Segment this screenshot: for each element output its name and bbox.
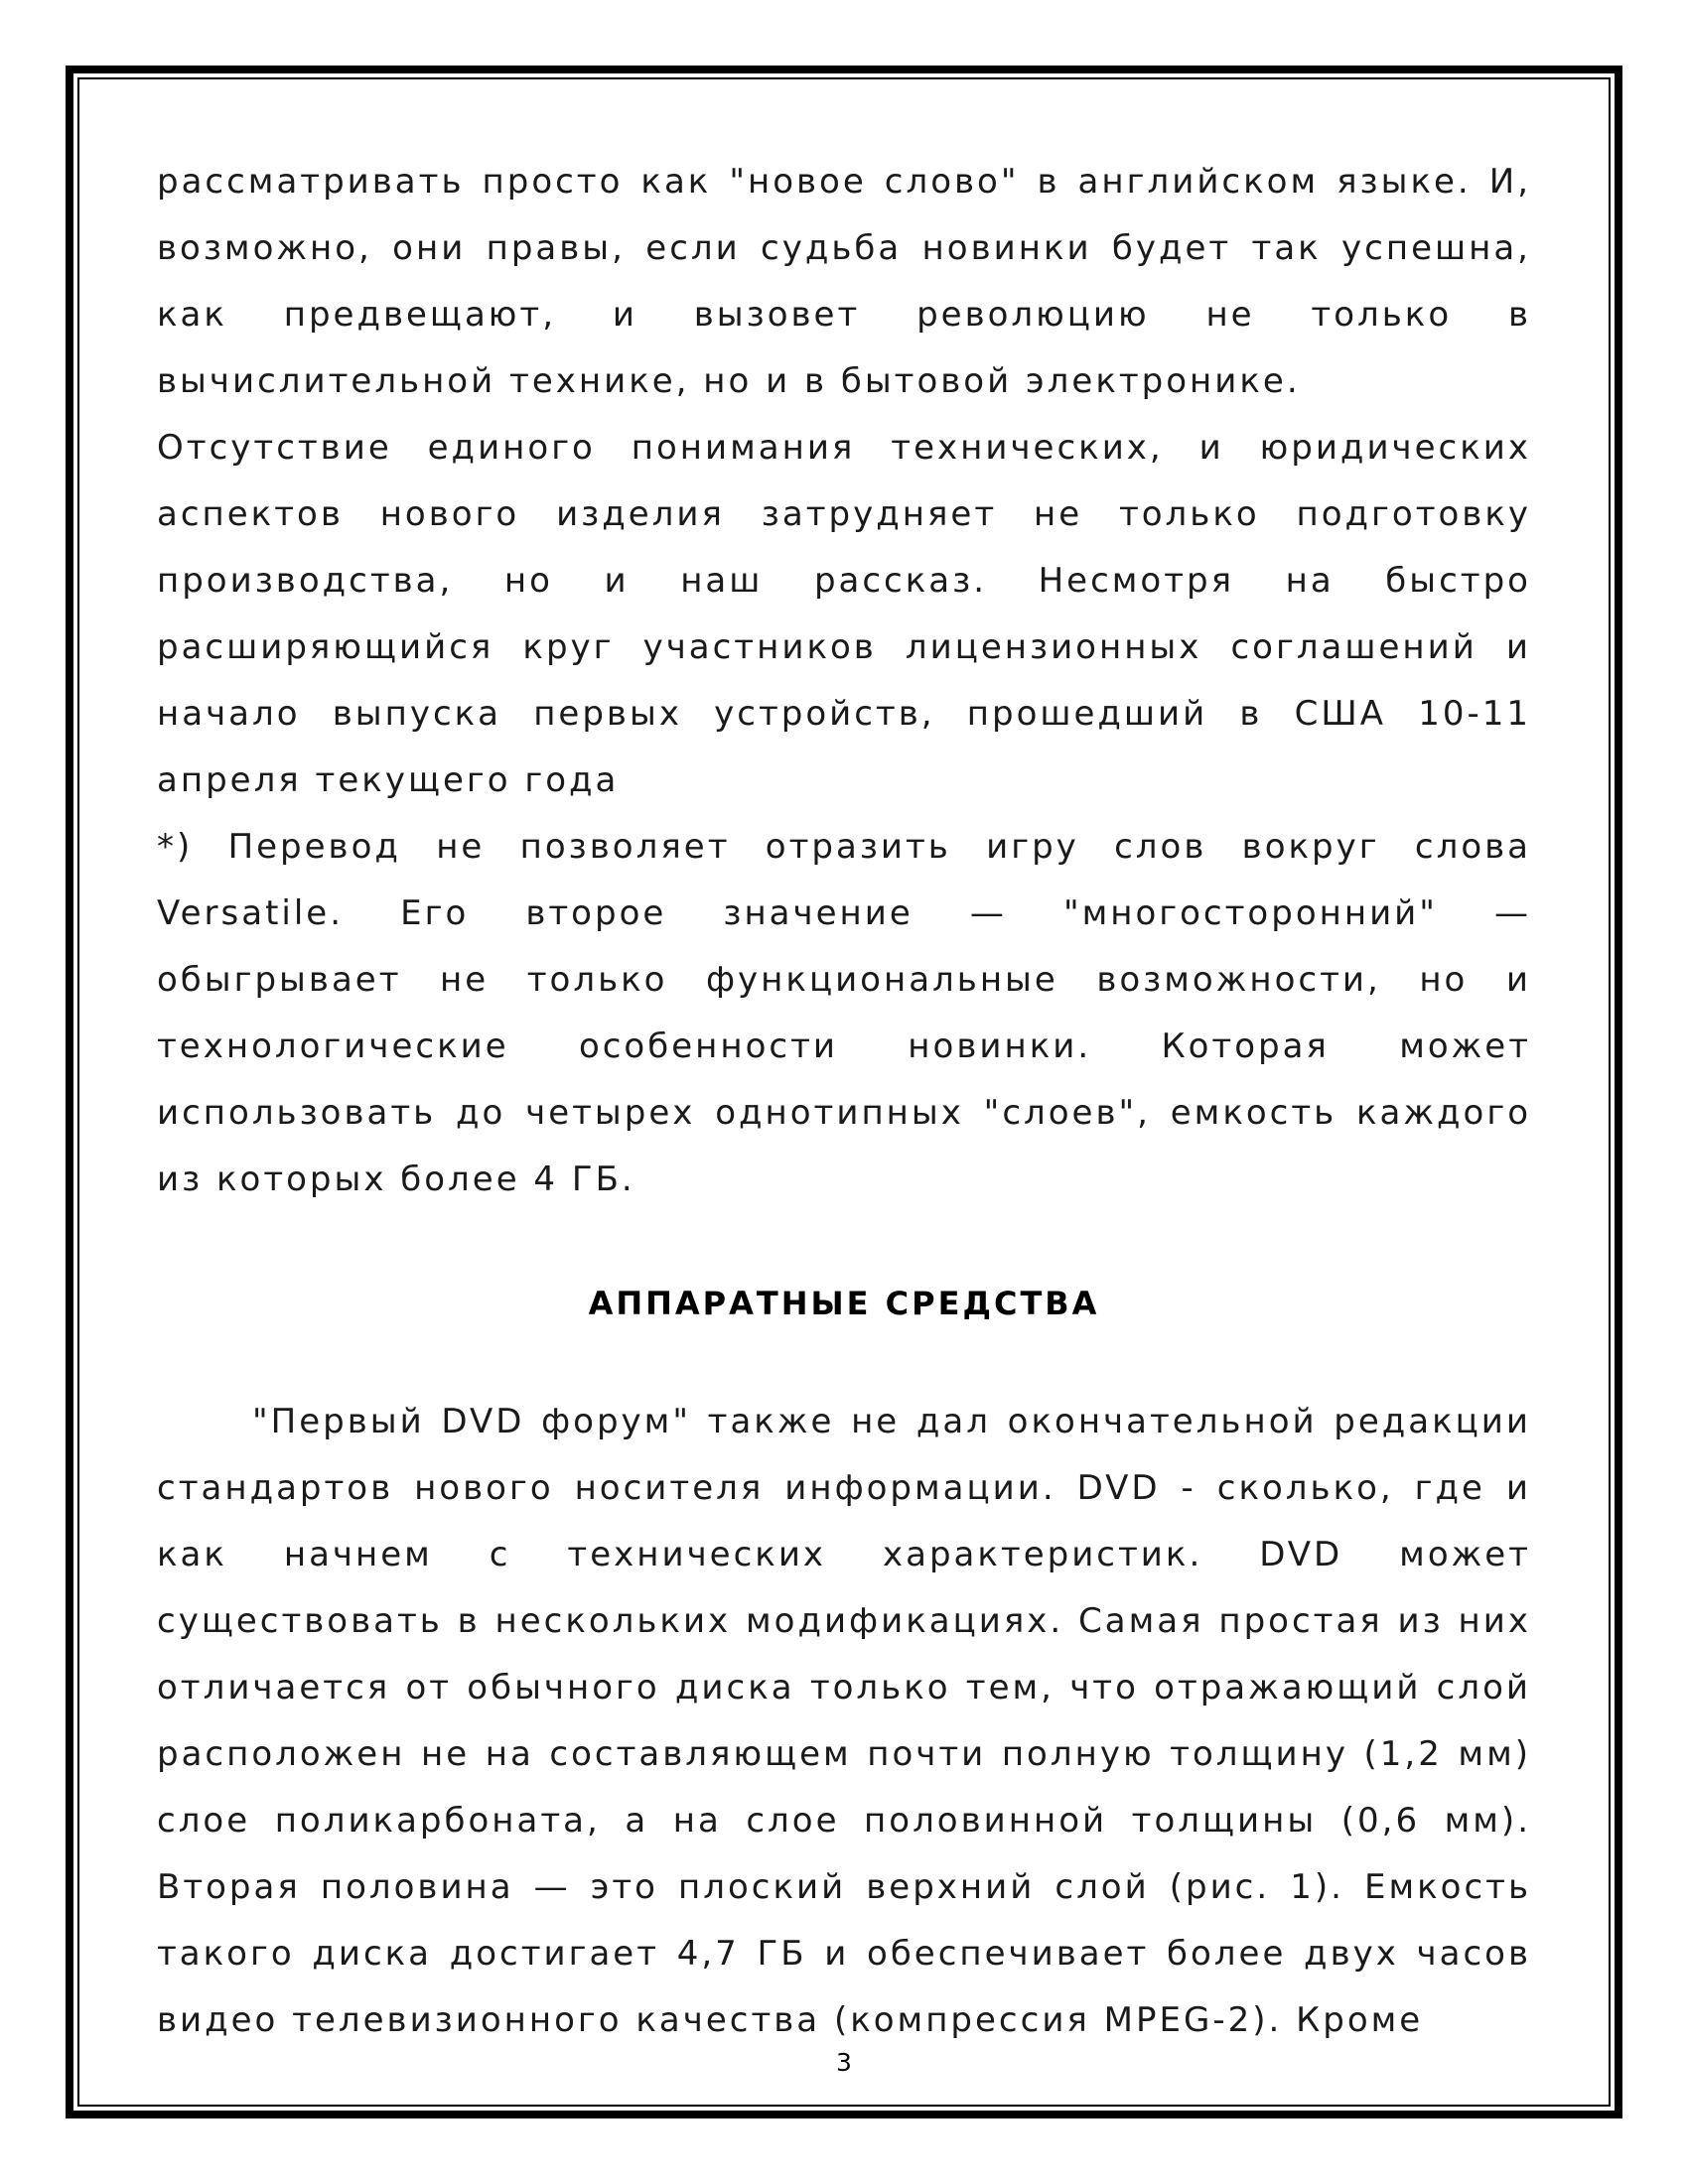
- section-heading: АППАРАТНЫЕ СРЕДСТВА: [588, 1285, 1100, 1322]
- body-paragraph: "Первый DVD форум" также не дал окончательной редакции стандартов нового носителя информации. DVD - сколько, где и как начнем с технических характеристик. DVD может существовать в нескольких модификациях. Самая простая из них отличается от обычного диска только тем, что отражающий слой расположен не на составляющем почти полную толщину (1,2 мм) слое поликарбоната, а на слое половинной толщины (0,6 мм). Вторая половина — это плоский верхний слой (рис. 1). Емкость такого диска достигает 4,7 ГБ и обеспечивает более двух часов видео телевизионного качества (компрессия MPEG-2). Кроме: [157, 1402, 1531, 2040]
- body-paragraph: рассматривать просто как "новое слово" в английском языке. И, возможно, они правы, если судьба новинки будет так успешна, как предвещают, и вызовет революцию не только в вычислительной технике, но и в бытовой электронике.: [157, 162, 1531, 401]
- page-number: 3: [836, 2048, 852, 2077]
- page-body: [157, 149, 1531, 2054]
- section-heading-block: [157, 1213, 1531, 1389]
- body-paragraph: Отсутствие единого понимания технических, и юридических аспектов нового изделия затрудняет не только подготовку производства, но и наш рассказ. Несмотря на быстро расширяющийся круг участников лицензионных соглашений и начало выпуска первых устройств, прошедший в США 10-11 апреля текущего года: [157, 428, 1531, 800]
- footnote-paragraph: *) Перевод не позволяет отразить игру слов вокруг слова Versatile. Его второе значение — "многосторонний" — обыгрывает не только функциональные возможности, но и технологические особенности новинки. Которая может использовать до четырех однотипных "слоев", емкость каждого из которых более 4 ГБ.: [157, 827, 1531, 1199]
